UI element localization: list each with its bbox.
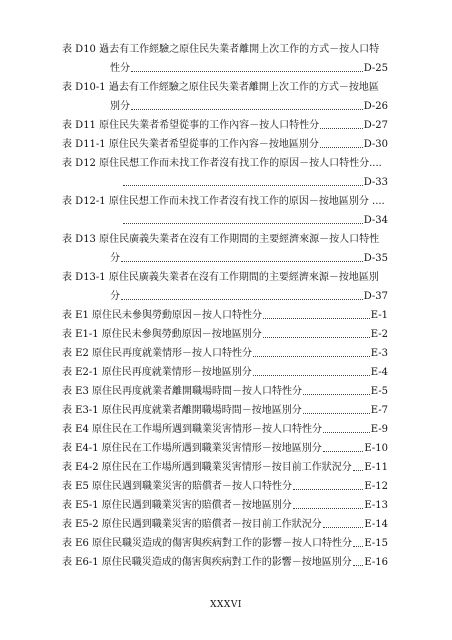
toc-page-ref: E-2 — [370, 329, 388, 340]
dot-leader — [121, 299, 363, 300]
toc-entry[interactable] — [62, 344, 388, 363]
toc-entry-title: 表 E6-1 原住民職災造成的傷害與疾病對工作的影響－按地區別分 — [62, 557, 352, 568]
toc-entry[interactable] — [62, 40, 388, 78]
toc-entry[interactable] — [62, 477, 388, 496]
toc-entry-title: 別分 — [110, 101, 130, 112]
toc-entry[interactable] — [62, 306, 388, 325]
toc-entry[interactable] — [62, 363, 388, 382]
table-of-contents — [62, 40, 388, 572]
toc-entry[interactable] — [62, 116, 388, 135]
toc-page-ref: E-9 — [370, 424, 388, 435]
toc-page-ref: E-13 — [364, 500, 388, 511]
toc-entry[interactable] — [62, 268, 388, 306]
toc-entry-title: 表 E2-1 原住民再度就業情形－按地區別分 — [62, 367, 252, 378]
toc-entry[interactable] — [62, 401, 388, 420]
dot-leader — [323, 527, 364, 528]
dot-leader — [253, 375, 370, 376]
toc-page-ref: E-16 — [364, 557, 388, 568]
dot-leader — [123, 223, 363, 224]
toc-page-ref: D-34 — [363, 215, 388, 226]
toc-entry[interactable] — [62, 534, 388, 553]
toc-entry[interactable] — [62, 496, 388, 515]
dot-leader — [263, 318, 370, 319]
toc-entry[interactable] — [62, 78, 388, 116]
toc-page-ref: E-10 — [364, 443, 388, 454]
dot-leader — [320, 147, 363, 148]
toc-entry-title: 表 E5-2 原住民遇到職業災害的賠償者－按目前工作狀況分 — [62, 519, 322, 530]
dot-leader — [293, 508, 364, 509]
dot-leader — [353, 470, 364, 471]
dot-leader — [253, 356, 370, 357]
dot-leader — [303, 394, 370, 395]
toc-page-ref: D-27 — [363, 120, 388, 131]
toc-page-ref: E-3 — [370, 348, 388, 359]
toc-entry-title: 表 E5 原住民遇到職業災害的賠償者－按人口特性分 — [62, 481, 293, 492]
dot-leader — [353, 565, 364, 566]
toc-entry-title: 性分 — [110, 63, 130, 74]
dot-leader — [353, 546, 363, 547]
toc-entry-title: 表 E2 原住民再度就業情形－按人口特性分 — [62, 348, 253, 359]
toc-entry-title: 表 E4 原住民在工作場所遇到職業災害情形－按人口特性分 — [62, 424, 323, 435]
toc-entry-title: 表 D13 原住民廣義失業者在沒有工作期間的主要經濟來源－按人口特性 — [62, 234, 380, 245]
dot-leader — [323, 432, 370, 433]
toc-entry[interactable] — [62, 553, 388, 572]
toc-entry-title: 表 D11 原住民失業者希望從事的工作內容－按人口特性分 — [62, 120, 320, 131]
toc-entry-title: 表 D11-1 原住民失業者希望從事的工作內容－按地區別分 — [62, 139, 319, 150]
dot-leader — [320, 128, 363, 129]
toc-entry-title: 表 E4-2 原住民在工作場所遇到職業災害情形－按目前工作狀況分 — [62, 462, 352, 473]
toc-entry-title: 表 D12 原住民想工作而未找工作者沒有找工作的原因－按人口特性分.... — [62, 158, 382, 169]
toc-page-ref: E-1 — [370, 310, 388, 321]
toc-entry[interactable] — [62, 154, 388, 192]
toc-page-ref: D-37 — [363, 291, 388, 302]
toc-entry-title: 表 E3 原住民再度就業者離開職場時間－按人口特性分 — [62, 386, 303, 397]
toc-entry-title: 表 D13-1 原住民廣義失業者在沒有工作期間的主要經濟來源－按地區別 — [62, 272, 379, 283]
toc-entry-title: 表 D10-1 過去有工作經驗之原住民失業者離開上次工作的方式－按地區 — [62, 82, 379, 93]
toc-entry-title: 表 E6 原住民職災造成的傷害與疾病對工作的影響－按人口特性分 — [62, 538, 353, 549]
toc-entry[interactable] — [62, 135, 388, 154]
toc-page-ref: E-5 — [370, 386, 388, 397]
toc-entry-title: 分 — [110, 253, 120, 264]
toc-page-ref: E-14 — [364, 519, 388, 530]
toc-entry[interactable] — [62, 515, 388, 534]
toc-page-ref: E-12 — [364, 481, 388, 492]
toc-entry-title: 表 D10 過去有工作經驗之原住民失業者離開上次工作的方式－按人口特 — [62, 44, 380, 55]
toc-entry-title: 分 — [110, 291, 120, 302]
toc-page-ref: D-26 — [363, 101, 388, 112]
toc-entry[interactable] — [62, 458, 388, 477]
dot-leader — [131, 71, 363, 72]
toc-entry[interactable] — [62, 420, 388, 439]
toc-entry[interactable] — [62, 325, 388, 344]
toc-page-ref: D-35 — [363, 253, 388, 264]
toc-entry[interactable] — [62, 382, 388, 401]
toc-page-ref: D-33 — [363, 177, 388, 188]
toc-entry[interactable] — [62, 192, 388, 230]
dot-leader — [131, 109, 363, 110]
toc-entry-title: 表 E5-1 原住民遇到職業災害的賠償者－按地區別分 — [62, 500, 292, 511]
toc-page-ref: D-25 — [363, 63, 388, 74]
dot-leader — [323, 451, 364, 452]
toc-page-ref: E-15 — [364, 538, 388, 549]
toc-page-ref: E-7 — [370, 405, 388, 416]
dot-leader — [121, 261, 363, 262]
toc-page-ref: E-11 — [364, 462, 388, 473]
toc-page-ref: E-4 — [370, 367, 388, 378]
toc-entry-title: 表 E4-1 原住民在工作場所遇到職業災害情形－按地區別分 — [62, 443, 322, 454]
dot-leader — [263, 337, 370, 338]
toc-entry-title: 表 E3-1 原住民再度就業者離開職場時間－按地區別分 — [62, 405, 302, 416]
toc-entry[interactable] — [62, 439, 388, 458]
dot-leader — [303, 413, 370, 414]
toc-page-ref: D-30 — [363, 139, 388, 150]
toc-entry-title: 表 E1 原住民未參與勞動原因－按人口特性分 — [62, 310, 263, 321]
toc-entry[interactable] — [62, 230, 388, 268]
toc-entry-title: 表 E1-1 原住民未參與勞動原因－按地區別分 — [62, 329, 262, 340]
dot-leader — [293, 489, 363, 490]
page-number: XXXVI — [210, 600, 242, 610]
toc-entry-title: 表 D12-1 原住民想工作而未找工作者沒有找工作的原因－按地區別分 .... — [62, 196, 385, 207]
dot-leader — [123, 185, 363, 186]
